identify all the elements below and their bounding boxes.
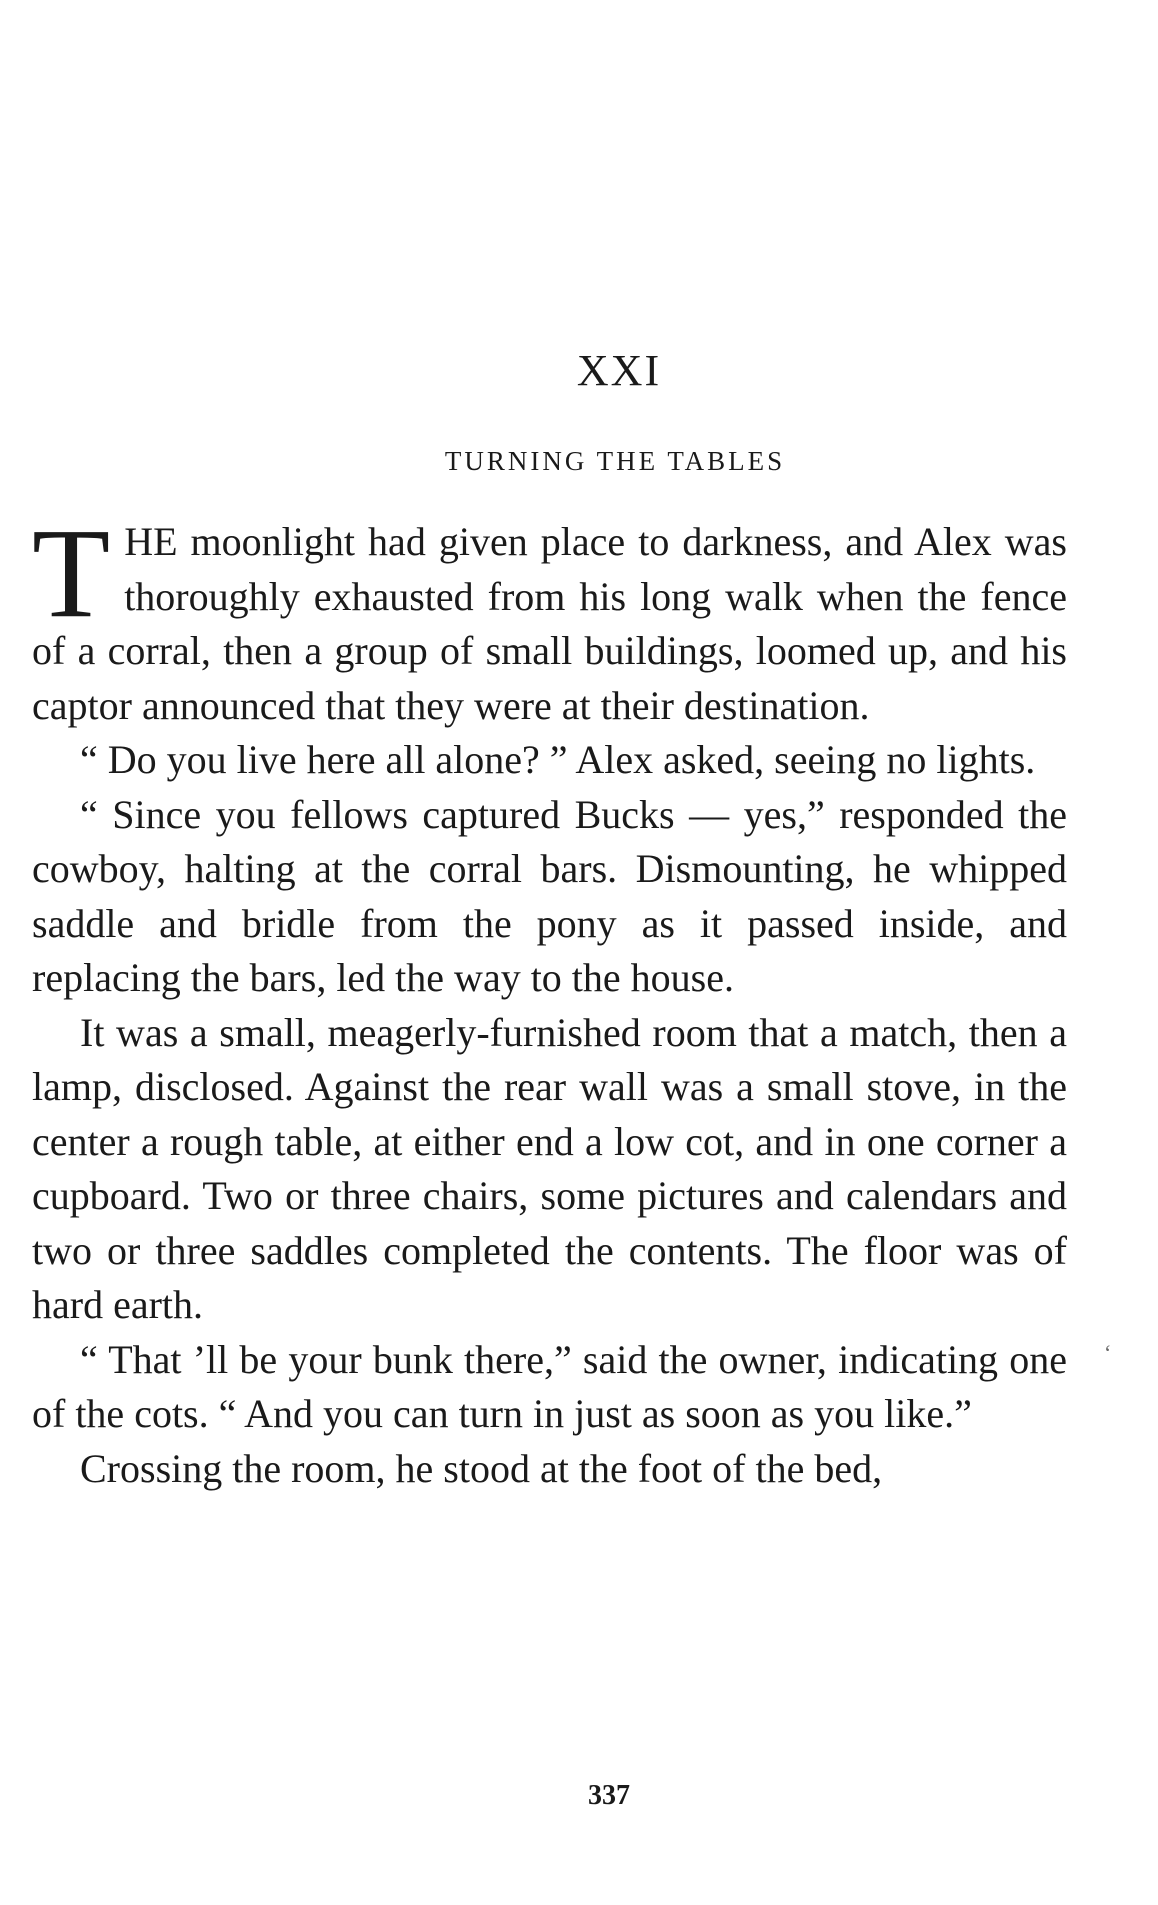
paragraph-1-text: HE moonlight had given place to darkness, and Alex was thoroughly exhausted from his long walk when the fence of a corral, then a group of small buildings, loomed up, and his captor announced that they were at their destination. (32, 519, 1067, 728)
paragraph-5: “ That ’ll be your bunk there,” said the owner, indicating one of the cots. “ And you can turn in just as soon as you like.” (32, 1336, 1067, 1436)
chapter-title: TURNING THE TABLES (444, 446, 786, 476)
paragraph-4: It was a small, meagerly-furnished room that a match, then a lamp, disclosed. Against the rear wall was a small stove, in the center a rough table, at either end a low cot, and in one corner a cupboard. Two or three chairs, some pictures and calendars and two or three saddles completed the contents. The floor was of hard earth. (32, 1009, 1067, 1327)
scan-speck-mark: ‘ (1104, 1340, 1112, 1365)
drop-cap: T (32, 502, 111, 644)
page-number: 337 (588, 1780, 630, 1811)
paragraph-1 (32, 502, 1067, 733)
chapter-number: XXI (576, 346, 662, 395)
paragraph-3: “ Since you fellows captured Bucks — yes,” responded the cowboy, halting at the corral bars. Dismounting, he whipped saddle and bridle from the pony as it passed inside, and replacing the bars, led the way to the house. (32, 791, 1067, 1000)
paragraph-2: “ Do you live here all alone? ” Alex asked, seeing no lights. (80, 737, 1036, 782)
chapter-body (32, 502, 1067, 1496)
paragraph-6: Crossing the room, he stood at the foot of the bed, (80, 1445, 883, 1491)
